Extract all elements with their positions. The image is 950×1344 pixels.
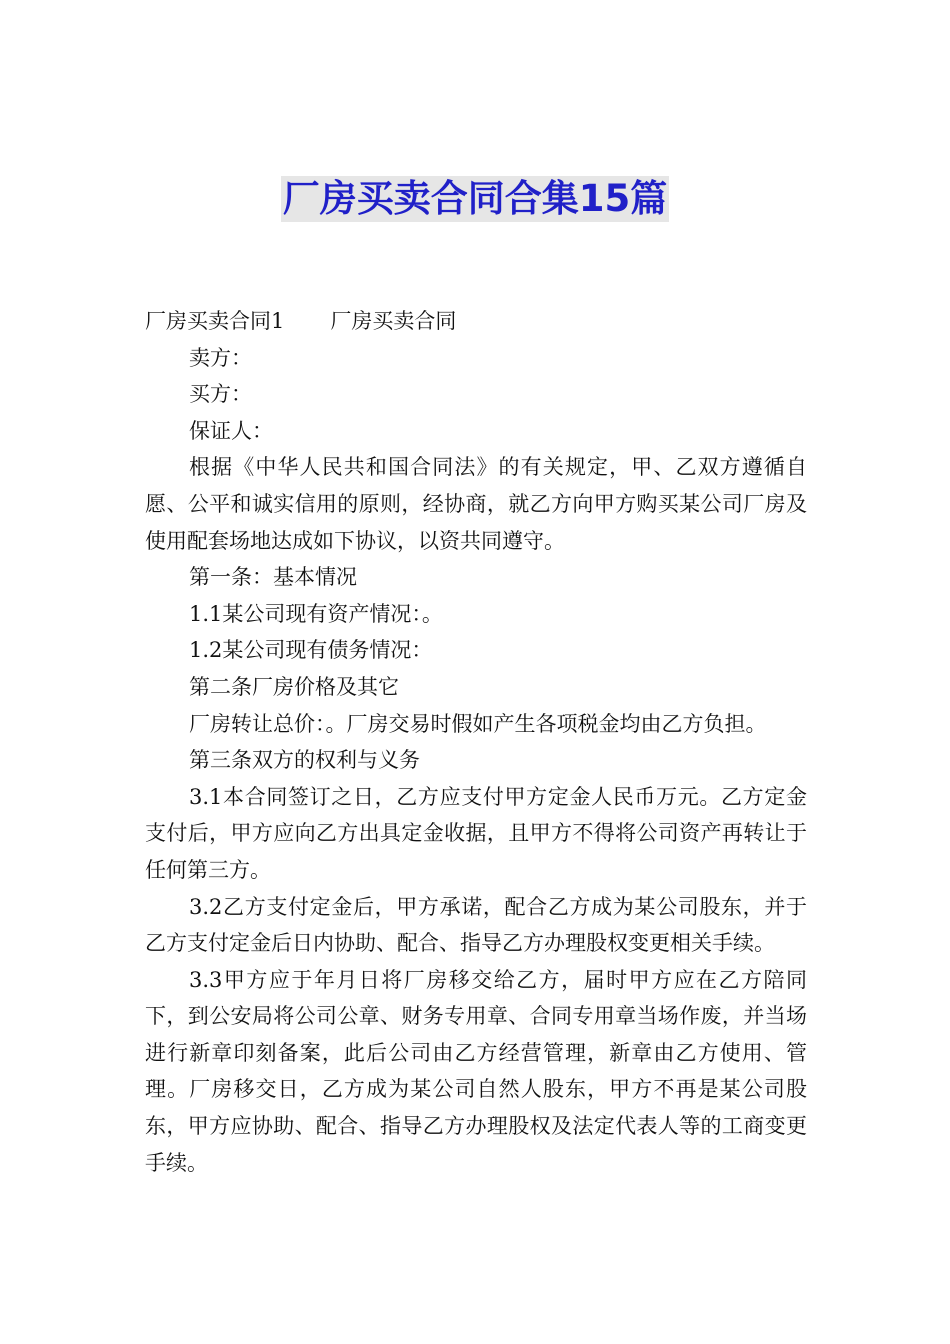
paragraph-1-2: 1.2某公司现有债务情况： <box>189 638 433 663</box>
paragraph-article-1: 第一条：基本情况 <box>189 565 357 590</box>
document-body <box>145 303 807 1181</box>
paragraph-guarantor: 保证人： <box>189 418 273 443</box>
paragraph-preamble: 根据《中华人民共和国合同法》的有关规定，甲、乙双方遵循自愿、公平和诚实信用的原则，经协商，就乙方向甲方购买某公司厂房及使用配套场地达成如下协议，以资共同遵守。 <box>145 455 807 553</box>
title-container <box>0 176 950 222</box>
paragraph-3-3: 3.3甲方应于年月日将厂房移交给乙方，届时甲方应在乙方陪同下，到公安局将公司公章、财务专用章、合同专用章当场作废，并当场进行新章印刻备案，此后公司由乙方经营管理，新章由乙方使用、管理。厂房移交日，乙方成为某公司自然人股东，甲方不再是某公司股东，甲方应协助、配合、指导乙方办理股权及法定代表人等的工商变更手续。 <box>145 967 807 1175</box>
paragraph-1-1: 1.1某公司现有资产情况：。 <box>189 601 443 626</box>
contract-name: 厂房买卖合同 <box>330 309 457 333</box>
section-label: 厂房买卖合同1 <box>145 309 285 333</box>
paragraph-3-2: 3.2乙方支付定金后，甲方承诺，配合乙方成为某公司股东，并于乙方支付定金后日内协助、配合、指导乙方办理股权变更相关手续。 <box>145 894 807 956</box>
paragraph-article-3: 第三条双方的权利与义务 <box>189 748 420 773</box>
paragraph-3-1: 3.1本合同签订之日，乙方应支付甲方定金人民币万元。乙方定金支付后，甲方应向乙方出具定金收据，且甲方不得将公司资产再转让于任何第三方。 <box>145 784 807 882</box>
document-title: 厂房买卖合同合集15篇 <box>282 177 668 220</box>
paragraph-price: 厂房转让总价：。厂房交易时假如产生各项税金均由乙方负担。 <box>189 711 767 736</box>
paragraph-seller: 卖方： <box>189 345 252 370</box>
paragraph-article-2: 第二条厂房价格及其它 <box>189 674 399 699</box>
paragraph-buyer: 买方： <box>189 382 252 407</box>
section-heading <box>145 303 807 340</box>
